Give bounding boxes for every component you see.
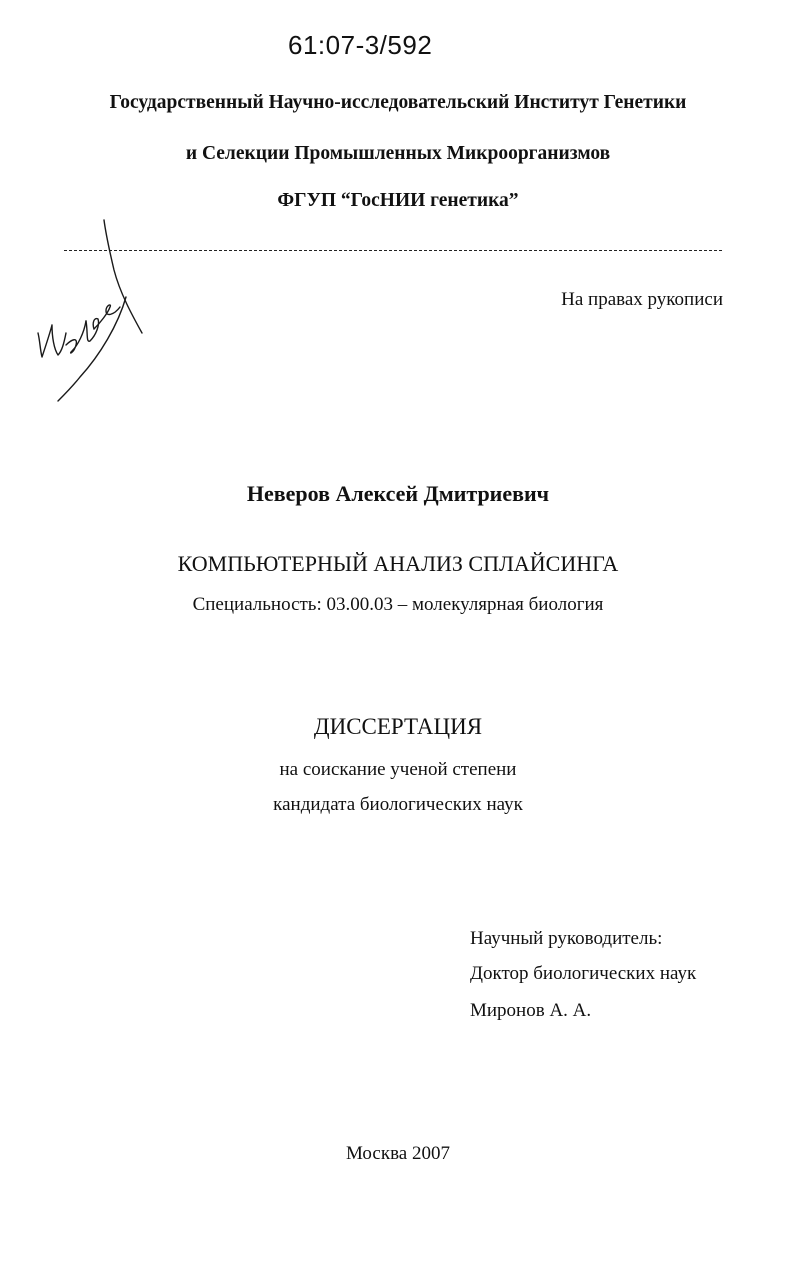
degree-line-2: кандидата биологических наук (273, 794, 523, 815)
supervisor-label: Научный руководитель: (470, 928, 663, 949)
handwritten-signature (28, 215, 158, 410)
author-name: Неверов Алексей Дмитриевич (246, 481, 550, 506)
manuscript-note: На правах рукописи (561, 289, 723, 310)
dashed-divider (64, 250, 722, 251)
dissertation-title: КОМПЬЮТЕРНЫЙ АНАЛИЗ СПЛАЙСИНГА (177, 551, 619, 576)
document-type: ДИССЕРТАЦИЯ (313, 714, 483, 739)
institution-line-1: Государственный Научно-исследовательский Институт Генетики (109, 92, 687, 113)
supervisor-degree: Доктор биологических наук (470, 963, 697, 984)
specialty: Специальность: 03.00.03 – молекулярная биология (192, 594, 604, 615)
place-year: Москва 2007 (346, 1143, 450, 1164)
catalog-number: 61:07-3/592 (288, 30, 433, 60)
degree-line-1: на соискание ученой степени (279, 759, 517, 780)
institution-line-3: ФГУП “ГосНИИ генетика” (277, 190, 519, 211)
institution-line-2: и Селекции Промышленных Микроорганизмов (185, 143, 611, 164)
supervisor-name: Миронов А. А. (470, 1000, 592, 1021)
